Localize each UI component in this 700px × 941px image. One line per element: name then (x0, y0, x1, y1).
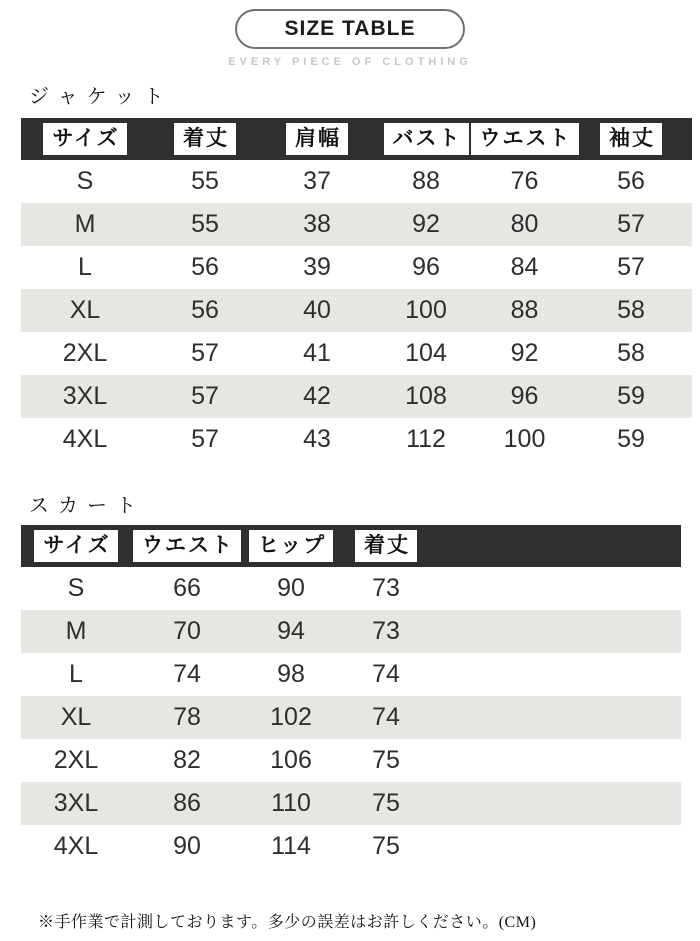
jacket-header-cell (149, 118, 261, 160)
value-cell: 102 (270, 703, 312, 731)
table-row-l (21, 653, 681, 696)
value-cell: 96 (510, 382, 539, 410)
page-title: SIZE TABLE (284, 17, 416, 40)
value-cell: 57 (191, 339, 219, 367)
value-cell: 92 (412, 210, 440, 238)
column-header-hip: ヒップ (249, 530, 333, 562)
value-cell: 56 (617, 167, 645, 195)
skirt-header-cell (21, 525, 131, 567)
value-cell: 38 (303, 210, 331, 238)
size-cell: S (76, 167, 94, 195)
value-cell: 76 (510, 167, 539, 195)
value-cell: 57 (191, 425, 219, 453)
value-cell: 57 (617, 210, 645, 238)
column-header-waist: ウエスト (133, 530, 241, 562)
skirt-header-cell (243, 525, 339, 567)
value-cell: 88 (412, 167, 440, 195)
jacket-section-title: ジャケット (29, 86, 173, 108)
column-header-waist: ウエスト (471, 123, 579, 155)
column-header-size: サイズ (43, 123, 126, 155)
table-row-4xl (21, 418, 692, 461)
value-cell: 39 (303, 253, 331, 281)
size-cell: L (78, 253, 92, 281)
table-row-2xl (21, 739, 681, 782)
column-header-sleeve: 袖丈 (600, 123, 662, 155)
skirt-header-cell (339, 525, 433, 567)
skirt-table-header-row (21, 525, 681, 567)
value-cell: 75 (372, 746, 400, 774)
jacket-size-table (21, 118, 692, 461)
value-cell: 42 (303, 382, 331, 410)
skirt-size-table (21, 525, 681, 868)
size-cell: L (69, 660, 83, 688)
value-cell: 74 (372, 660, 400, 688)
table-row-xl (21, 289, 692, 332)
value-cell: 66 (173, 574, 201, 602)
size-cell: 2XL (62, 339, 108, 367)
table-row-l (21, 246, 692, 289)
value-cell: 82 (173, 746, 201, 774)
column-header-bust: バスト (384, 123, 469, 155)
value-cell: 94 (277, 617, 305, 645)
table-row-3xl (21, 782, 681, 825)
value-cell: 58 (617, 339, 645, 367)
column-header-size: サイズ (34, 530, 117, 562)
value-cell: 57 (617, 253, 645, 281)
table-row-2xl (21, 332, 692, 375)
value-cell: 74 (372, 703, 400, 731)
size-cell: 3XL (62, 382, 108, 410)
value-cell: 55 (191, 167, 219, 195)
value-cell: 90 (173, 832, 201, 860)
skirt-header-cell (131, 525, 243, 567)
jacket-header-cell (373, 118, 479, 160)
size-cell: 4XL (53, 832, 99, 860)
value-cell: 88 (510, 296, 539, 324)
value-cell: 110 (271, 789, 311, 817)
value-cell: 73 (372, 574, 400, 602)
table-row-s (21, 160, 692, 203)
value-cell: 40 (303, 296, 331, 324)
value-cell: 74 (173, 660, 201, 688)
value-cell: 112 (406, 425, 446, 453)
size-cell: 3XL (53, 789, 99, 817)
jacket-header-cell (21, 118, 149, 160)
value-cell: 90 (277, 574, 305, 602)
value-cell: 37 (303, 167, 331, 195)
value-cell: 75 (372, 832, 400, 860)
value-cell: 75 (372, 789, 400, 817)
value-cell: 73 (372, 617, 400, 645)
size-cell: XL (60, 703, 92, 731)
table-row-s (21, 567, 681, 610)
size-cell: M (74, 210, 96, 238)
jacket-header-cell (479, 118, 570, 160)
value-cell: 106 (270, 746, 312, 774)
column-header-shoulder: 肩幅 (286, 123, 348, 155)
value-cell: 59 (617, 425, 645, 453)
value-cell: 104 (405, 339, 447, 367)
value-cell: 92 (510, 339, 539, 367)
column-header-length: 着丈 (174, 123, 236, 155)
value-cell: 78 (173, 703, 201, 731)
value-cell: 55 (191, 210, 219, 238)
column-header-length: 着丈 (355, 530, 417, 562)
value-cell: 84 (510, 253, 539, 281)
table-row-m (21, 610, 681, 653)
table-row-4xl (21, 825, 681, 868)
jacket-header-cell (261, 118, 373, 160)
value-cell: 59 (617, 382, 645, 410)
page-subtitle: EVERY PIECE OF CLOTHING (228, 56, 472, 68)
value-cell: 56 (191, 253, 219, 281)
size-cell: 4XL (62, 425, 108, 453)
value-cell: 86 (173, 789, 201, 817)
table-row-3xl (21, 375, 692, 418)
value-cell: 114 (271, 832, 311, 860)
size-cell: XL (69, 296, 101, 324)
size-cell: M (65, 617, 87, 645)
jacket-table-header-row (21, 118, 692, 160)
skirt-header-cell-empty (433, 525, 681, 567)
size-cell: 2XL (53, 746, 99, 774)
value-cell: 57 (191, 382, 219, 410)
value-cell: 96 (412, 253, 440, 281)
value-cell: 98 (277, 660, 305, 688)
size-cell: S (67, 574, 85, 602)
jacket-header-cell (570, 118, 692, 160)
table-row-m (21, 203, 692, 246)
value-cell: 100 (405, 296, 447, 324)
value-cell: 41 (303, 339, 331, 367)
value-cell: 43 (303, 425, 331, 453)
value-cell: 80 (510, 210, 539, 238)
value-cell: 56 (191, 296, 219, 324)
value-cell: 108 (405, 382, 447, 410)
size-table-badge (235, 9, 465, 49)
table-row-xl (21, 696, 681, 739)
value-cell: 70 (173, 617, 201, 645)
value-cell: 100 (503, 425, 546, 453)
measurement-note: ※手作業で計測しております。多少の誤差はお許しください。(CM) (38, 914, 537, 931)
skirt-section-title: スカート (29, 495, 145, 517)
value-cell: 58 (617, 296, 645, 324)
